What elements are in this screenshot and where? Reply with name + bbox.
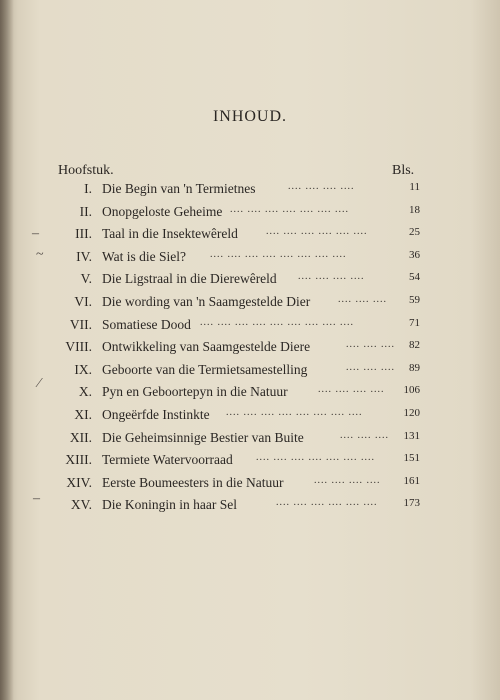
toc-entry[interactable] xyxy=(0,271,500,293)
page-number: 82 xyxy=(409,339,420,352)
page-number: 36 xyxy=(409,248,420,261)
chapter-title: Onopgeloste Geheime xyxy=(102,203,223,219)
chapter-number: V. xyxy=(80,271,92,287)
page-number: 151 xyxy=(403,452,420,465)
chapter-title: Die wording van 'n Saamgestelde Dier xyxy=(102,294,311,309)
page-column-header: Bls. xyxy=(392,163,415,178)
chapter-number: XIV. xyxy=(66,474,92,490)
leader-dots: .... .... .... .... .... .... .... xyxy=(230,203,349,215)
chapter-number: II. xyxy=(79,203,92,219)
pencil-dash-mark: – xyxy=(32,226,39,241)
toc-entry[interactable] xyxy=(0,362,500,384)
page-number: 59 xyxy=(409,294,420,306)
leader-dots: .... .... .... .... .... .... .... .... .... xyxy=(200,316,354,328)
chapter-number: I. xyxy=(84,181,92,196)
leader-dots: .... .... .... .... xyxy=(298,271,365,283)
toc-entry[interactable] xyxy=(0,384,500,406)
chapter-number: X. xyxy=(78,384,92,400)
page-number: 18 xyxy=(409,203,420,216)
chapter-number: XV. xyxy=(70,497,92,513)
chapter-title: Wat is die Siel? xyxy=(102,248,187,264)
chapter-title: Die Ligstraal in die Dierewêreld xyxy=(102,271,277,287)
chapter-title: Taal in die Insektewêreld xyxy=(102,226,238,242)
chapter-number: XIII. xyxy=(65,452,92,468)
page-number: 161 xyxy=(403,474,420,487)
chapter-title: Eerste Boumeesters in die Natuur xyxy=(102,474,284,490)
leader-dots: .... .... .... .... xyxy=(314,474,381,486)
page-number: 131 xyxy=(403,429,420,442)
page-number: 120 xyxy=(403,407,420,419)
chapter-number: VI. xyxy=(74,294,92,309)
toc-entry[interactable] xyxy=(0,181,500,203)
page-number: 54 xyxy=(409,271,420,284)
page-number: 106 xyxy=(403,384,420,397)
chapter-number: VIII. xyxy=(65,339,92,355)
chapter-title: Ontwikkeling van Saamgestelde Diere xyxy=(102,339,311,355)
toc-entry[interactable] xyxy=(0,294,500,316)
toc-entry[interactable] xyxy=(0,407,500,429)
toc-entry[interactable] xyxy=(0,249,500,271)
toc-entry[interactable] xyxy=(0,452,500,474)
leader-dots: .... .... .... .... .... .... xyxy=(266,226,368,238)
page-number: 89 xyxy=(409,361,420,374)
chapter-number: XII. xyxy=(69,429,92,445)
chapter-title: Geboorte van die Termietsamestelling xyxy=(102,361,308,377)
chapter-number: IV. xyxy=(76,248,92,264)
chapter-number: XI. xyxy=(74,407,92,422)
page-title: INHOUD. xyxy=(212,108,288,125)
leader-dots: .... .... .... xyxy=(346,361,395,373)
pencil-dash-mark: – xyxy=(33,491,40,506)
leader-dots: .... .... .... xyxy=(340,429,389,441)
chapter-title: Die Koningin in haar Sel xyxy=(102,497,237,513)
chapter-number: VII. xyxy=(69,316,92,332)
pencil-tick-mark: ~ xyxy=(36,247,44,262)
toc-entry[interactable] xyxy=(0,497,500,519)
toc-entry[interactable] xyxy=(0,430,500,452)
leader-dots: .... .... .... .... .... .... .... .... xyxy=(226,407,363,418)
leader-dots: .... .... .... .... xyxy=(288,181,355,192)
toc-entry[interactable] xyxy=(0,204,500,226)
page-number: 25 xyxy=(409,226,420,239)
chapter-column-header: Hoofstuk. xyxy=(58,163,114,178)
leader-dots: .... .... .... .... .... .... .... .... xyxy=(210,248,347,260)
page-number: 11 xyxy=(409,181,420,193)
chapter-title: Pyn en Geboortepyn in die Natuur xyxy=(102,384,288,400)
chapter-title: Ongeërfde Instinkte xyxy=(102,407,210,422)
toc-entry[interactable] xyxy=(0,475,500,497)
leader-dots: .... .... .... .... .... .... xyxy=(276,497,378,509)
page-number: 173 xyxy=(403,497,420,510)
leader-dots: .... .... .... .... .... .... .... xyxy=(256,452,375,464)
chapter-number: III. xyxy=(75,226,92,242)
chapter-number: IX. xyxy=(74,361,92,377)
toc-entry[interactable] xyxy=(0,226,500,248)
leader-dots: .... .... .... xyxy=(338,294,387,305)
chapter-title: Die Geheimsinnige Bestier van Buite xyxy=(102,429,304,445)
toc-entry[interactable] xyxy=(0,317,500,339)
leader-dots: .... .... .... .... xyxy=(318,384,385,396)
chapter-title: Termiete Watervoorraad xyxy=(102,452,233,468)
page-number: 71 xyxy=(409,316,420,329)
leader-dots: .... .... .... xyxy=(346,339,395,351)
chapter-title: Somatiese Dood xyxy=(102,316,191,332)
toc-entry[interactable] xyxy=(0,339,500,361)
chapter-title: Die Begin van 'n Termietnes xyxy=(102,181,256,196)
pencil-slash-mark: ⁄ xyxy=(38,376,41,391)
